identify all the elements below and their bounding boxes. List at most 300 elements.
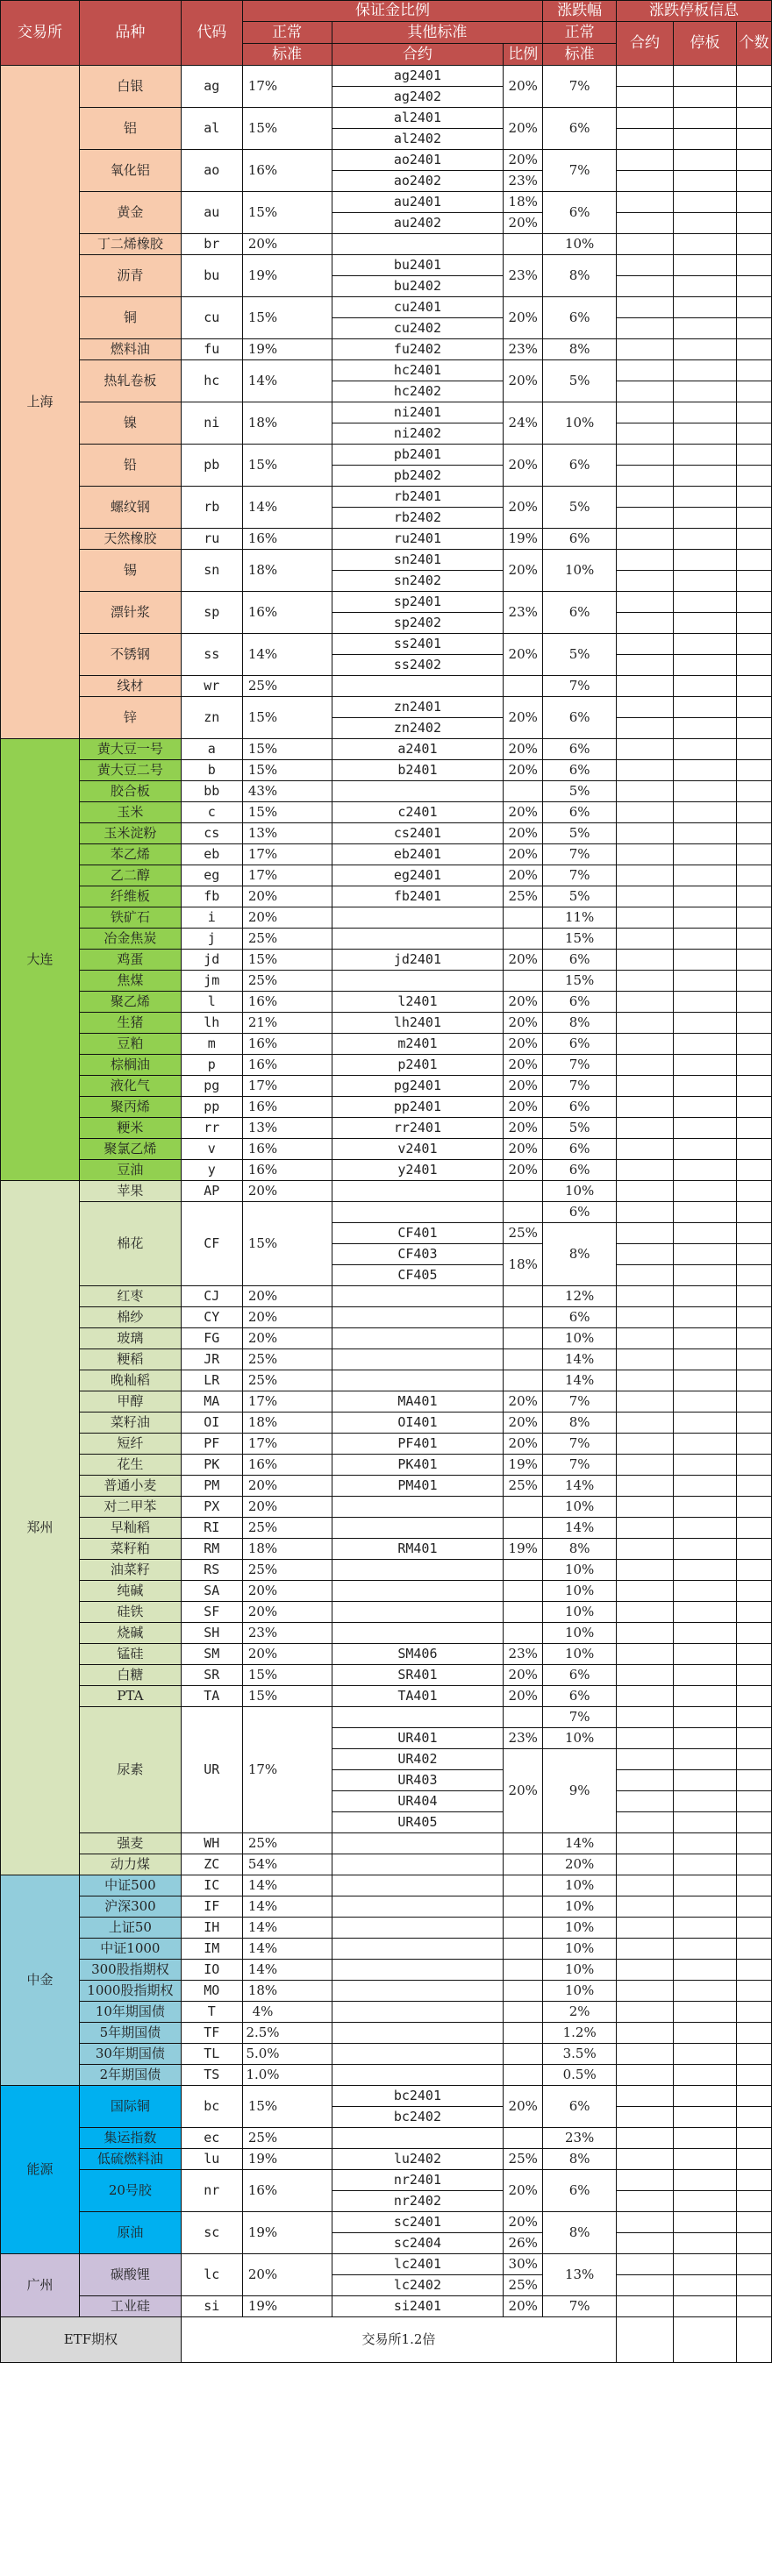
halt-count-cell <box>736 2044 771 2065</box>
halt-count-cell <box>736 1434 771 1455</box>
halt-count-cell <box>736 1518 771 1539</box>
margin-normal-spacer <box>282 823 332 844</box>
halt-contract-cell <box>617 2212 674 2233</box>
limit-cell: 7% <box>543 1391 617 1413</box>
halt-count-cell <box>736 1349 771 1370</box>
header-limit-standard: 标准 <box>543 44 617 66</box>
variety-cell: 白银 <box>79 66 181 108</box>
header-halt-count: 个数 <box>736 22 771 66</box>
margin-normal-cell: 14% <box>242 1896 282 1918</box>
margin-normal-spacer <box>282 1370 332 1391</box>
halt-contract-cell <box>617 1686 674 1707</box>
halt-board-cell <box>674 697 737 718</box>
margin-normal-spacer <box>282 1160 332 1181</box>
variety-cell: 10年期国债 <box>79 2002 181 2023</box>
halt-count-cell <box>736 1286 771 1307</box>
code-cell: si <box>181 2296 242 2317</box>
ratio-cell <box>504 1896 543 1918</box>
margin-normal-spacer <box>282 844 332 865</box>
halt-contract-cell <box>617 2275 674 2296</box>
contract-cell: ni2401 <box>332 402 504 423</box>
code-cell: ru <box>181 529 242 550</box>
margin-normal-spacer <box>282 550 332 592</box>
margin-normal-spacer <box>282 297 332 339</box>
margin-normal-cell: 19% <box>242 255 282 297</box>
contract-cell <box>332 1202 504 1223</box>
limit-cell: 6% <box>543 2086 617 2128</box>
ratio-cell: 23% <box>504 339 543 360</box>
contract-cell: PF401 <box>332 1434 504 1455</box>
exchange-cell: 能源 <box>1 2086 80 2254</box>
ratio-cell: 19% <box>504 1455 543 1476</box>
limit-cell: 10% <box>543 1328 617 1349</box>
margin-normal-cell: 16% <box>242 1055 282 1076</box>
table-row <box>1 529 772 550</box>
halt-board-cell <box>674 613 737 634</box>
contract-cell: c2401 <box>332 802 504 823</box>
margin-normal-spacer <box>282 108 332 150</box>
halt-count-cell <box>736 1160 771 1181</box>
contract-cell: pb2401 <box>332 445 504 466</box>
halt-contract-cell <box>617 1854 674 1875</box>
code-cell: SF <box>181 1602 242 1623</box>
halt-count-cell <box>736 2086 771 2107</box>
margin-normal-cell: 19% <box>242 2296 282 2317</box>
contract-cell: jd2401 <box>332 950 504 971</box>
code-cell: SR <box>181 1665 242 1686</box>
halt-board-cell <box>674 1139 737 1160</box>
code-cell: pb <box>181 445 242 487</box>
table-row <box>1 1581 772 1602</box>
contract-cell: sn2401 <box>332 550 504 571</box>
variety-cell: 聚乙烯 <box>79 992 181 1013</box>
code-cell: zn <box>181 697 242 739</box>
limit-cell: 14% <box>543 1833 617 1854</box>
limit-cell: 6% <box>543 950 617 971</box>
halt-count-cell <box>736 297 771 318</box>
halt-count-cell <box>736 2317 771 2363</box>
ratio-cell <box>504 929 543 950</box>
halt-contract-cell <box>617 1244 674 1265</box>
limit-cell: 2% <box>543 2002 617 2023</box>
table-row <box>1 1854 772 1875</box>
margin-normal-cell: 20% <box>242 886 282 907</box>
code-cell: c <box>181 802 242 823</box>
halt-contract-cell <box>617 886 674 907</box>
halt-board-cell <box>674 2065 737 2086</box>
margin-normal-spacer <box>282 781 332 802</box>
limit-cell: 6% <box>543 697 617 739</box>
variety-cell: 锡 <box>79 550 181 592</box>
halt-count-cell <box>736 1560 771 1581</box>
halt-contract-cell <box>617 1939 674 1960</box>
contract-cell <box>332 1497 504 1518</box>
margin-normal-spacer <box>282 1076 332 1097</box>
halt-count-cell <box>736 571 771 592</box>
ratio-cell: 20% <box>504 634 543 676</box>
halt-board-cell <box>674 781 737 802</box>
margin-normal-cell: 2.5% <box>242 2023 282 2044</box>
halt-contract-cell <box>617 760 674 781</box>
halt-contract-cell <box>617 1328 674 1349</box>
margin-normal-cell: 16% <box>242 1160 282 1181</box>
halt-count-cell <box>736 87 771 108</box>
halt-count-cell <box>736 529 771 550</box>
contract-cell: b2401 <box>332 760 504 781</box>
halt-contract-cell <box>617 171 674 192</box>
margin-normal-spacer <box>282 676 332 697</box>
margin-normal-cell: 25% <box>242 1370 282 1391</box>
halt-board-cell <box>674 1286 737 1307</box>
margin-normal-spacer <box>282 1896 332 1918</box>
table-row <box>1 823 772 844</box>
halt-board-cell <box>674 1434 737 1455</box>
margin-normal-spacer <box>282 1960 332 1981</box>
halt-contract-cell <box>617 2233 674 2254</box>
margin-normal-spacer <box>282 950 332 971</box>
ratio-cell: 23% <box>504 1644 543 1665</box>
halt-board-cell <box>674 1918 737 1939</box>
table-row <box>1 2065 772 2086</box>
halt-board-cell <box>674 1518 737 1539</box>
halt-count-cell <box>736 1602 771 1623</box>
ratio-cell: 20% <box>504 1665 543 1686</box>
margin-normal-cell: 14% <box>242 634 282 676</box>
header-halt-contract: 合约 <box>617 22 674 66</box>
limit-cell: 5% <box>543 886 617 907</box>
halt-count-cell <box>736 445 771 466</box>
margin-normal-spacer <box>282 2065 332 2086</box>
ratio-cell: 20% <box>504 1749 543 1833</box>
margin-normal-cell: 19% <box>242 2212 282 2254</box>
contract-cell <box>332 1833 504 1854</box>
halt-board-cell <box>674 1328 737 1349</box>
table-row <box>1 950 772 971</box>
header-margin-normal: 正常 <box>242 22 332 44</box>
table-row <box>1 2023 772 2044</box>
halt-contract-cell <box>617 592 674 613</box>
margin-normal-spacer <box>282 2212 332 2254</box>
exchange-cell: 上海 <box>1 66 80 739</box>
halt-contract-cell <box>617 276 674 297</box>
code-cell: hc <box>181 360 242 402</box>
halt-board-cell <box>674 508 737 529</box>
contract-cell <box>332 234 504 255</box>
table-row <box>1 1833 772 1854</box>
variety-cell: 300股指期权 <box>79 1960 181 1981</box>
halt-contract-cell <box>617 802 674 823</box>
contract-cell: bu2401 <box>332 255 504 276</box>
margin-normal-cell: 13% <box>242 823 282 844</box>
limit-cell: 7% <box>543 66 617 108</box>
code-cell: pp <box>181 1097 242 1118</box>
margin-normal-spacer <box>282 1981 332 2002</box>
halt-count-cell <box>736 1476 771 1497</box>
ratio-cell: 20% <box>504 802 543 823</box>
halt-count-cell <box>736 2233 771 2254</box>
variety-cell: 尿素 <box>79 1707 181 1833</box>
etf-option-label: ETF期权 <box>1 2317 182 2363</box>
halt-board-cell <box>674 402 737 423</box>
code-cell: br <box>181 234 242 255</box>
contract-cell: UR401 <box>332 1728 504 1749</box>
variety-cell: 铅 <box>79 445 181 487</box>
limit-cell: 6% <box>543 592 617 634</box>
margin-normal-cell: 17% <box>242 1434 282 1455</box>
contract-cell: eg2401 <box>332 865 504 886</box>
limit-cell: 8% <box>543 1013 617 1034</box>
code-cell: fb <box>181 886 242 907</box>
variety-cell: 甲醇 <box>79 1391 181 1413</box>
halt-contract-cell <box>617 1497 674 1518</box>
halt-count-cell <box>736 2065 771 2086</box>
halt-board-cell <box>674 2149 737 2170</box>
halt-board-cell <box>674 760 737 781</box>
halt-contract-cell <box>617 1370 674 1391</box>
halt-contract-cell <box>617 192 674 213</box>
contract-cell: zn2401 <box>332 697 504 718</box>
halt-count-cell <box>736 1013 771 1034</box>
halt-contract-cell <box>617 1476 674 1497</box>
variety-cell: 棉花 <box>79 1202 181 1286</box>
code-cell: b <box>181 760 242 781</box>
table-row <box>1 255 772 276</box>
halt-board-cell <box>674 255 737 276</box>
margin-normal-cell: 19% <box>242 2149 282 2170</box>
halt-contract-cell <box>617 634 674 655</box>
halt-contract-cell <box>617 655 674 676</box>
halt-contract-cell <box>617 2002 674 2023</box>
halt-count-cell <box>736 1728 771 1749</box>
halt-contract-cell <box>617 1918 674 1939</box>
limit-cell: 10% <box>543 402 617 445</box>
code-cell: jm <box>181 971 242 992</box>
halt-board-cell <box>674 1854 737 1875</box>
limit-cell: 6% <box>543 1686 617 1707</box>
halt-board-cell <box>674 1391 737 1413</box>
halt-board-cell <box>674 339 737 360</box>
halt-contract-cell <box>617 1076 674 1097</box>
footer-row <box>1 2317 772 2363</box>
halt-contract-cell <box>617 1160 674 1181</box>
halt-count-cell <box>736 802 771 823</box>
margin-normal-spacer <box>282 1854 332 1875</box>
halt-board-cell <box>674 171 737 192</box>
halt-board-cell <box>674 1665 737 1686</box>
header-other-standard: 其他标准 <box>332 22 543 44</box>
margin-normal-spacer <box>282 2023 332 2044</box>
halt-count-cell <box>736 276 771 297</box>
variety-cell: 硅铁 <box>79 1602 181 1623</box>
contract-cell <box>332 929 504 950</box>
contract-cell: bc2401 <box>332 2086 504 2107</box>
halt-board-cell <box>674 1034 737 1055</box>
ratio-cell: 19% <box>504 529 543 550</box>
margin-normal-spacer <box>282 1581 332 1602</box>
halt-board-cell <box>674 445 737 466</box>
halt-contract-cell <box>617 150 674 171</box>
limit-cell: 6% <box>543 108 617 150</box>
halt-board-cell <box>674 381 737 402</box>
halt-contract-cell <box>617 108 674 129</box>
table-row <box>1 739 772 760</box>
halt-contract-cell <box>617 1644 674 1665</box>
variety-cell: 中证1000 <box>79 1939 181 1960</box>
margin-normal-cell: 17% <box>242 844 282 865</box>
halt-count-cell <box>736 2170 771 2191</box>
margin-normal-cell: 16% <box>242 1097 282 1118</box>
code-cell: CF <box>181 1202 242 1286</box>
halt-board-cell <box>674 950 737 971</box>
code-cell: RM <box>181 1539 242 1560</box>
ratio-cell: 20% <box>504 445 543 487</box>
code-cell: cu <box>181 297 242 339</box>
limit-cell: 7% <box>543 1055 617 1076</box>
contract-cell: PM401 <box>332 1476 504 1497</box>
halt-count-cell <box>736 1455 771 1476</box>
table-row <box>1 339 772 360</box>
code-cell: jd <box>181 950 242 971</box>
limit-cell: 10% <box>543 1939 617 1960</box>
halt-count-cell <box>736 2023 771 2044</box>
margin-normal-spacer <box>282 2086 332 2128</box>
variety-cell: 生猪 <box>79 1013 181 1034</box>
halt-count-cell <box>736 1981 771 2002</box>
halt-board-cell <box>674 2296 737 2317</box>
variety-cell: 普通小麦 <box>79 1476 181 1497</box>
halt-board-cell <box>674 1497 737 1518</box>
halt-count-cell <box>736 550 771 571</box>
variety-cell: 1000股指期权 <box>79 1981 181 2002</box>
halt-board-cell <box>674 129 737 150</box>
limit-cell: 5% <box>543 487 617 529</box>
halt-count-cell <box>736 929 771 950</box>
limit-cell: 6% <box>543 1160 617 1181</box>
variety-cell: 纯碱 <box>79 1581 181 1602</box>
code-cell: i <box>181 907 242 929</box>
halt-contract-cell <box>617 1707 674 1728</box>
code-cell: WH <box>181 1833 242 1854</box>
halt-count-cell <box>736 1960 771 1981</box>
contract-cell <box>332 1939 504 1960</box>
limit-cell: 14% <box>543 1349 617 1370</box>
header-exchange: 交易所 <box>1 1 80 66</box>
halt-count-cell <box>736 634 771 655</box>
halt-board-cell <box>674 234 737 255</box>
margin-normal-cell: 20% <box>242 2254 282 2296</box>
table-row <box>1 886 772 907</box>
limit-cell: 6% <box>543 192 617 234</box>
code-cell: CY <box>181 1307 242 1328</box>
code-cell: y <box>181 1160 242 1181</box>
variety-cell: 碳酸锂 <box>79 2254 181 2296</box>
code-cell: AP <box>181 1181 242 1202</box>
table-row <box>1 1034 772 1055</box>
contract-cell: sc2401 <box>332 2212 504 2233</box>
ratio-cell <box>504 1202 543 1223</box>
halt-contract-cell <box>617 487 674 508</box>
ratio-cell: 20% <box>504 550 543 592</box>
limit-cell: 1.2% <box>543 2023 617 2044</box>
halt-contract-cell <box>617 1875 674 1896</box>
contract-cell: nr2401 <box>332 2170 504 2191</box>
margin-normal-cell: 14% <box>242 1918 282 1939</box>
margin-normal-cell: 16% <box>242 1455 282 1476</box>
contract-cell: sp2402 <box>332 613 504 634</box>
table-row <box>1 1434 772 1455</box>
halt-board-cell <box>674 1265 737 1286</box>
margin-normal-spacer <box>282 1434 332 1455</box>
halt-count-cell <box>736 381 771 402</box>
header-margin-standard: 标准 <box>242 44 332 66</box>
ratio-cell: 20% <box>504 487 543 529</box>
ratio-cell <box>504 2044 543 2065</box>
ratio-cell <box>504 676 543 697</box>
halt-count-cell <box>736 1770 771 1791</box>
table-row <box>1 1560 772 1581</box>
variety-cell: 豆油 <box>79 1160 181 1181</box>
limit-cell: 10% <box>543 1981 617 2002</box>
margin-normal-spacer <box>282 1539 332 1560</box>
variety-cell: 铝 <box>79 108 181 150</box>
halt-board-cell <box>674 1160 737 1181</box>
contract-cell <box>332 1960 504 1981</box>
halt-contract-cell <box>617 1981 674 2002</box>
margin-normal-spacer <box>282 992 332 1013</box>
halt-contract-cell <box>617 823 674 844</box>
margin-normal-spacer <box>282 2002 332 2023</box>
halt-count-cell <box>736 1328 771 1349</box>
halt-contract-cell <box>617 739 674 760</box>
halt-count-cell <box>736 2128 771 2149</box>
contract-cell: TA401 <box>332 1686 504 1707</box>
halt-contract-cell <box>617 1960 674 1981</box>
contract-cell <box>332 1181 504 1202</box>
table-row <box>1 1918 772 1939</box>
ratio-cell: 20% <box>504 1413 543 1434</box>
variety-cell: 纤维板 <box>79 886 181 907</box>
margin-normal-spacer <box>282 1349 332 1370</box>
margin-normal-spacer <box>282 402 332 445</box>
variety-cell: 苯乙烯 <box>79 844 181 865</box>
table-row <box>1 402 772 423</box>
header-code: 代码 <box>181 1 242 66</box>
margin-normal-cell: 20% <box>242 1497 282 1518</box>
halt-board-cell <box>674 2023 737 2044</box>
halt-board-cell <box>674 2107 737 2128</box>
variety-cell: 沪深300 <box>79 1896 181 1918</box>
variety-cell: 玻璃 <box>79 1328 181 1349</box>
margin-normal-spacer <box>282 886 332 907</box>
halt-contract-cell <box>617 1539 674 1560</box>
margin-normal-spacer <box>282 1707 332 1833</box>
contract-cell: al2401 <box>332 108 504 129</box>
table-row <box>1 634 772 655</box>
halt-board-cell <box>674 192 737 213</box>
halt-board-cell <box>674 487 737 508</box>
halt-count-cell <box>736 1539 771 1560</box>
table-row <box>1 1139 772 1160</box>
etf-option-rule: 交易所1.2倍 <box>181 2317 616 2363</box>
margin-normal-spacer <box>282 907 332 929</box>
limit-cell: 10% <box>543 1181 617 1202</box>
margin-normal-spacer <box>282 802 332 823</box>
variety-cell: 棕榈油 <box>79 1055 181 1076</box>
table-row <box>1 150 772 171</box>
variety-cell: 白糖 <box>79 1665 181 1686</box>
halt-board-cell <box>674 360 737 381</box>
limit-cell: 14% <box>543 1476 617 1497</box>
